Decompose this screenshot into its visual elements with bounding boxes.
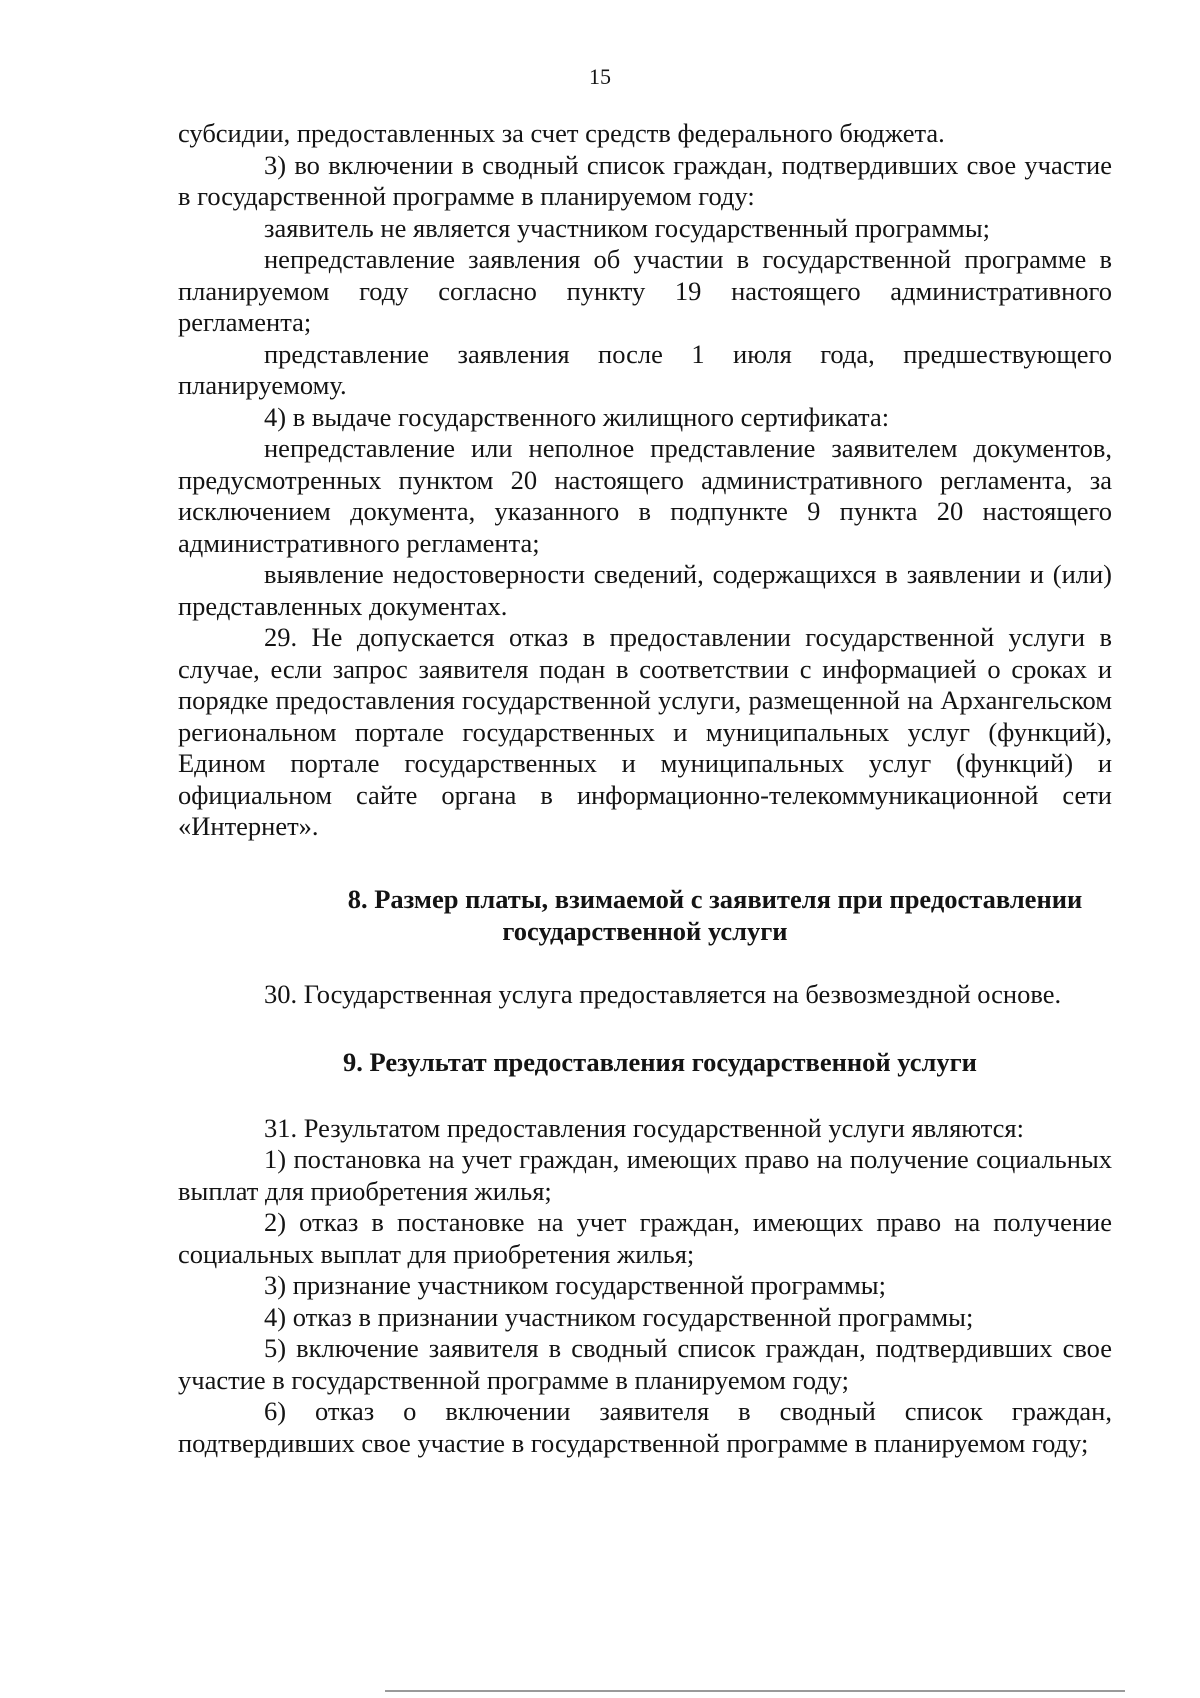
section-heading-8-line2: государственной услуги <box>502 915 788 946</box>
spacer <box>178 947 1112 979</box>
bottom-edge-line <box>385 1690 1125 1692</box>
paragraph-30: 30. Государственная услуга предоставляется на безвозмездной основе. <box>264 978 1062 1009</box>
paragraph: 4) в выдаче государственного жилищного сертификата: <box>264 401 890 432</box>
paragraph: выявление недостоверности сведений, содержащихся в заявлении и (или) представленных документах. <box>178 559 1112 621</box>
paragraph: непредставление или неполное представление заявителем документов, предусмотренных пунктом 20 настоящего административного регламента, за исключением документа, указанного в подпункте 9 пункта 20 настоящего административного регламента; <box>178 433 1112 558</box>
list-item: 6) отказ о включении заявителя в сводный список граждан, подтвердивших свое участие в государственной программе в планируемом году; <box>178 1396 1112 1458</box>
section-heading-8 <box>178 883 1112 947</box>
section-heading-8-line1: 8. Размер платы, взимаемой с заявителя при предоставлении <box>347 883 1083 914</box>
paragraph: представление заявления после 1 июля года, предшествующего планируемому. <box>178 338 1112 400</box>
section-result-of-service <box>178 1113 1112 1460</box>
paragraph: 3) во включении в сводный список граждан, подтвердивших свое участие в государственной программе в планируемом году: <box>178 149 1112 211</box>
list-item: 31. Результатом предоставления государственной услуги являются: <box>264 1112 1024 1143</box>
page-number: 15 <box>589 64 611 89</box>
paragraph: 29. Не допускается отказ в предоставлении государственной услуги в случае, если запрос заявителя подан в соответствии с информацией о сроках и порядке предоставления государственной услуги, размещенной на Архангельском региональном портале государственных и муниципальных услуг (функций), Едином портале государственных и муниципальных услуг (функций) и официальном сайте органа в информационно-телекоммуникационной сети «Интернет». <box>178 622 1112 841</box>
paragraph: непредставление заявления об участии в государственной программе в планируемом году согласно пункту 19 настоящего административного регламента; <box>178 244 1112 337</box>
document-body <box>178 118 1112 1459</box>
list-item: 1) постановка на учет граждан, имеющих право на получение социальных выплат для приобретения жилья; <box>178 1144 1112 1206</box>
paragraph: субсидии, предоставленных за счет средств федерального бюджета. <box>178 118 945 148</box>
section-heading-9: 9. Результат предоставления государственной услуги <box>343 1047 977 1077</box>
list-item: 3) признание участником государственной программы; <box>264 1270 886 1300</box>
list-item: 4) отказ в признании участником государственной программы; <box>264 1301 974 1332</box>
paragraph: заявитель не является участником государственный программы; <box>264 212 990 243</box>
list-item: 5) включение заявителя в сводный список граждан, подтвердивших свое участие в государственной программе в планируемом году; <box>178 1333 1112 1395</box>
list-item: 2) отказ в постановке на учет граждан, имеющих право на получение социальных выплат для приобретения жилья; <box>178 1207 1112 1269</box>
section-grounds-for-refusal <box>178 118 1112 843</box>
